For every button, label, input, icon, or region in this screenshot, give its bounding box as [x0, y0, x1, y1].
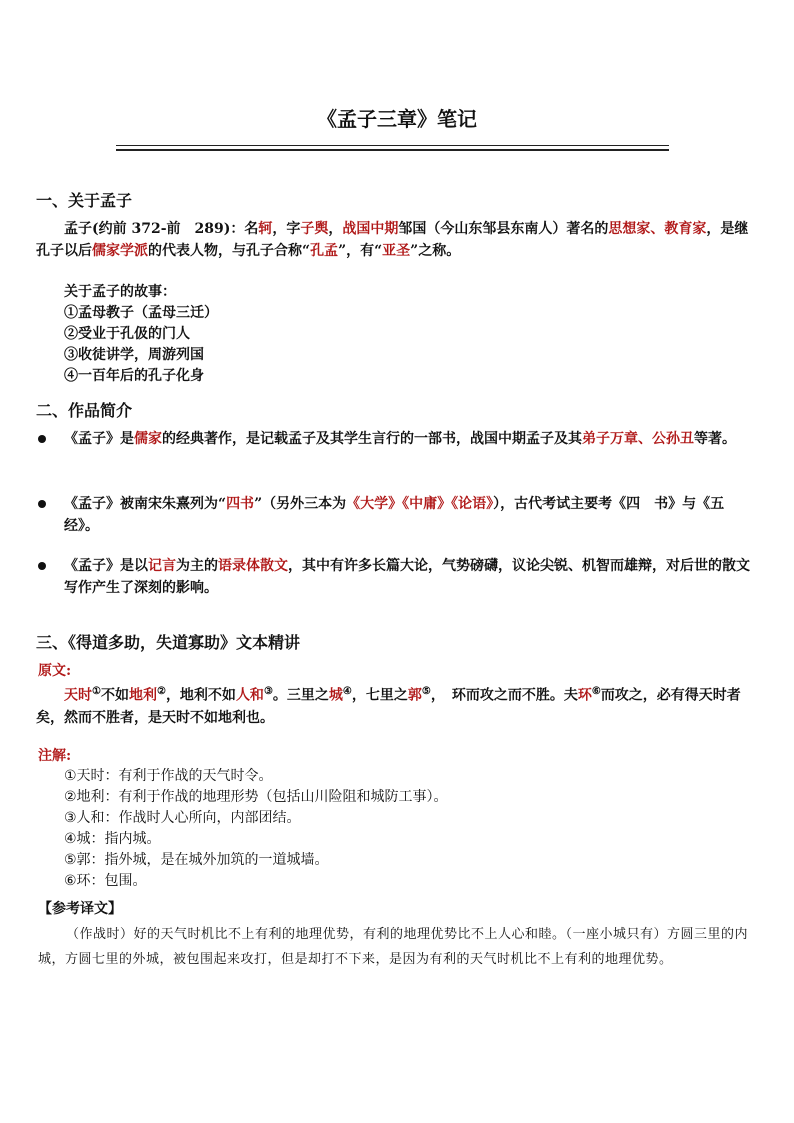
text-segment: 《孟子》被南宋朱熹列为“: [64, 496, 227, 512]
highlight-term: 子舆: [300, 221, 329, 237]
highlight-term: 语录体散文: [218, 558, 288, 574]
story-item: ④一百年后的孔子化身: [64, 368, 204, 384]
text-segment: 的经典著作，是记载孟子及其学生言行的一部书，战国中期孟子及其: [162, 431, 582, 447]
original-text-paragraph: [36, 681, 752, 729]
bullet-text: [64, 428, 754, 450]
bullet-text: [64, 493, 754, 537]
section-heading-about-mencius: 一、关于孟子: [36, 191, 133, 210]
notes-label: 注解:: [38, 748, 72, 764]
text-segment: ，: [328, 221, 343, 237]
translation-label: 【参考译文】: [38, 901, 122, 917]
highlight-term: 天时: [64, 687, 92, 704]
text-segment: 为主的: [176, 558, 218, 574]
text-segment: 等著。: [694, 431, 736, 447]
highlight-term: 儒家: [134, 431, 162, 447]
text-segment: ”（另外三本为: [254, 496, 347, 512]
highlight-term: 地利: [128, 687, 157, 704]
footnote-marker: ②: [156, 686, 166, 697]
highlight-term: 思想家、教育家: [608, 221, 707, 237]
text-segment: ”之称。: [410, 243, 461, 259]
text-segment: ，地利不如: [165, 687, 236, 704]
section-heading-work-intro: 二、作品简介: [36, 401, 133, 420]
original-text-label: 原文:: [38, 663, 72, 679]
story-item: ③收徒讲学，周游列国: [64, 347, 204, 363]
text-segment: 《孟子》是: [64, 431, 134, 447]
mencius-intro-paragraph: [36, 218, 752, 262]
highlight-term: 儒家学派: [92, 243, 148, 259]
bullet-icon: [38, 435, 46, 443]
footnote-marker: ⑤: [421, 686, 431, 697]
title-divider: [116, 145, 669, 146]
highlight-term: 环: [577, 687, 592, 704]
highlight-term: 弟子万章、公孙丑: [582, 431, 694, 447]
section-heading-text-study: 三、《得道多助，失道寡助》文本精讲: [36, 633, 301, 652]
note-item: ⑤郭：指外城，是在城外加筑的一道城墙。: [64, 852, 329, 868]
note-item: ①天时：有利于作战的天气时令。: [64, 768, 273, 784]
highlight-term: 四书: [226, 496, 255, 512]
footnote-marker: ①: [92, 686, 101, 697]
note-item: ②地利：有利于作战的地理形势（包括山川险阻和城防工事）。: [64, 789, 448, 805]
note-item: ③人和：作战时人心所向，内部团结。: [64, 810, 301, 826]
bullet-icon: [38, 500, 46, 508]
stories-title: 关于孟子的故事：: [64, 284, 176, 300]
bullet-text: [64, 555, 754, 599]
text-segment: ”，有“: [338, 243, 383, 259]
highlight-term: 孔孟: [310, 243, 339, 259]
highlight-term: 战国中期: [342, 221, 399, 237]
text-segment: 邹国（今山东邹县东南人）著名的: [398, 221, 609, 237]
text-segment: 孟子(约前 372-前 289)：名: [64, 221, 259, 237]
highlight-term: 轲: [258, 221, 273, 237]
footnote-marker: ⑥: [591, 686, 601, 697]
footnote-marker: ③: [263, 686, 273, 697]
note-item: ④城：指内城。: [64, 831, 161, 847]
highlight-term: 郭: [407, 687, 422, 704]
highlight-term: 《大学》《中庸》《论语》: [346, 496, 494, 512]
text-segment: ，是继孔子以后: [36, 221, 749, 259]
text-segment: 。三里之: [272, 687, 329, 704]
highlight-term: 亚圣: [382, 243, 411, 259]
bullet-icon: [38, 562, 46, 570]
highlight-term: 城: [328, 687, 343, 704]
page-title: 《孟子三章》笔记: [317, 107, 477, 131]
text-segment: 不如: [100, 687, 129, 704]
title-divider-thick: [116, 149, 669, 151]
text-segment: 而攻之，必有得天时者矣，然而不胜者，是天时不如地利也。: [36, 687, 741, 726]
text-segment: ），古代考试主要考《四 书》与《五经》。: [64, 496, 725, 534]
text-segment: 的代表人物，与孔子合称“: [148, 243, 311, 259]
text-segment: 《孟子》是以: [64, 558, 148, 574]
story-item: ①孟母教子（孟母三迁）: [64, 305, 218, 321]
text-segment: ，七里之: [351, 687, 408, 704]
translation-paragraph: （作战时）好的天气时机比不上有利的地理优势，有利的地理优势比不上人心和睦。（一座小城只有）方圆三里的内城，方圆七里的外城，被包围起来攻打，但是却打不下来，是因为有利的天气时机比不上有利的地理优势。: [38, 927, 749, 967]
text-segment: ，字: [272, 221, 301, 237]
text-segment: ， 环而攻之而不胜。夫: [430, 687, 578, 704]
highlight-term: 人和: [235, 687, 264, 704]
note-item: ⑥环：包围。: [64, 873, 147, 889]
text-segment: ，其中有许多长篇大论，气势磅礴，议论尖锐、机智而雄辩，对后世的散文写作产生了深刻的影响。: [64, 558, 750, 596]
story-item: ②受业于孔伋的门人: [64, 326, 190, 342]
footnote-marker: ④: [342, 686, 352, 697]
highlight-term: 记言: [148, 558, 176, 574]
